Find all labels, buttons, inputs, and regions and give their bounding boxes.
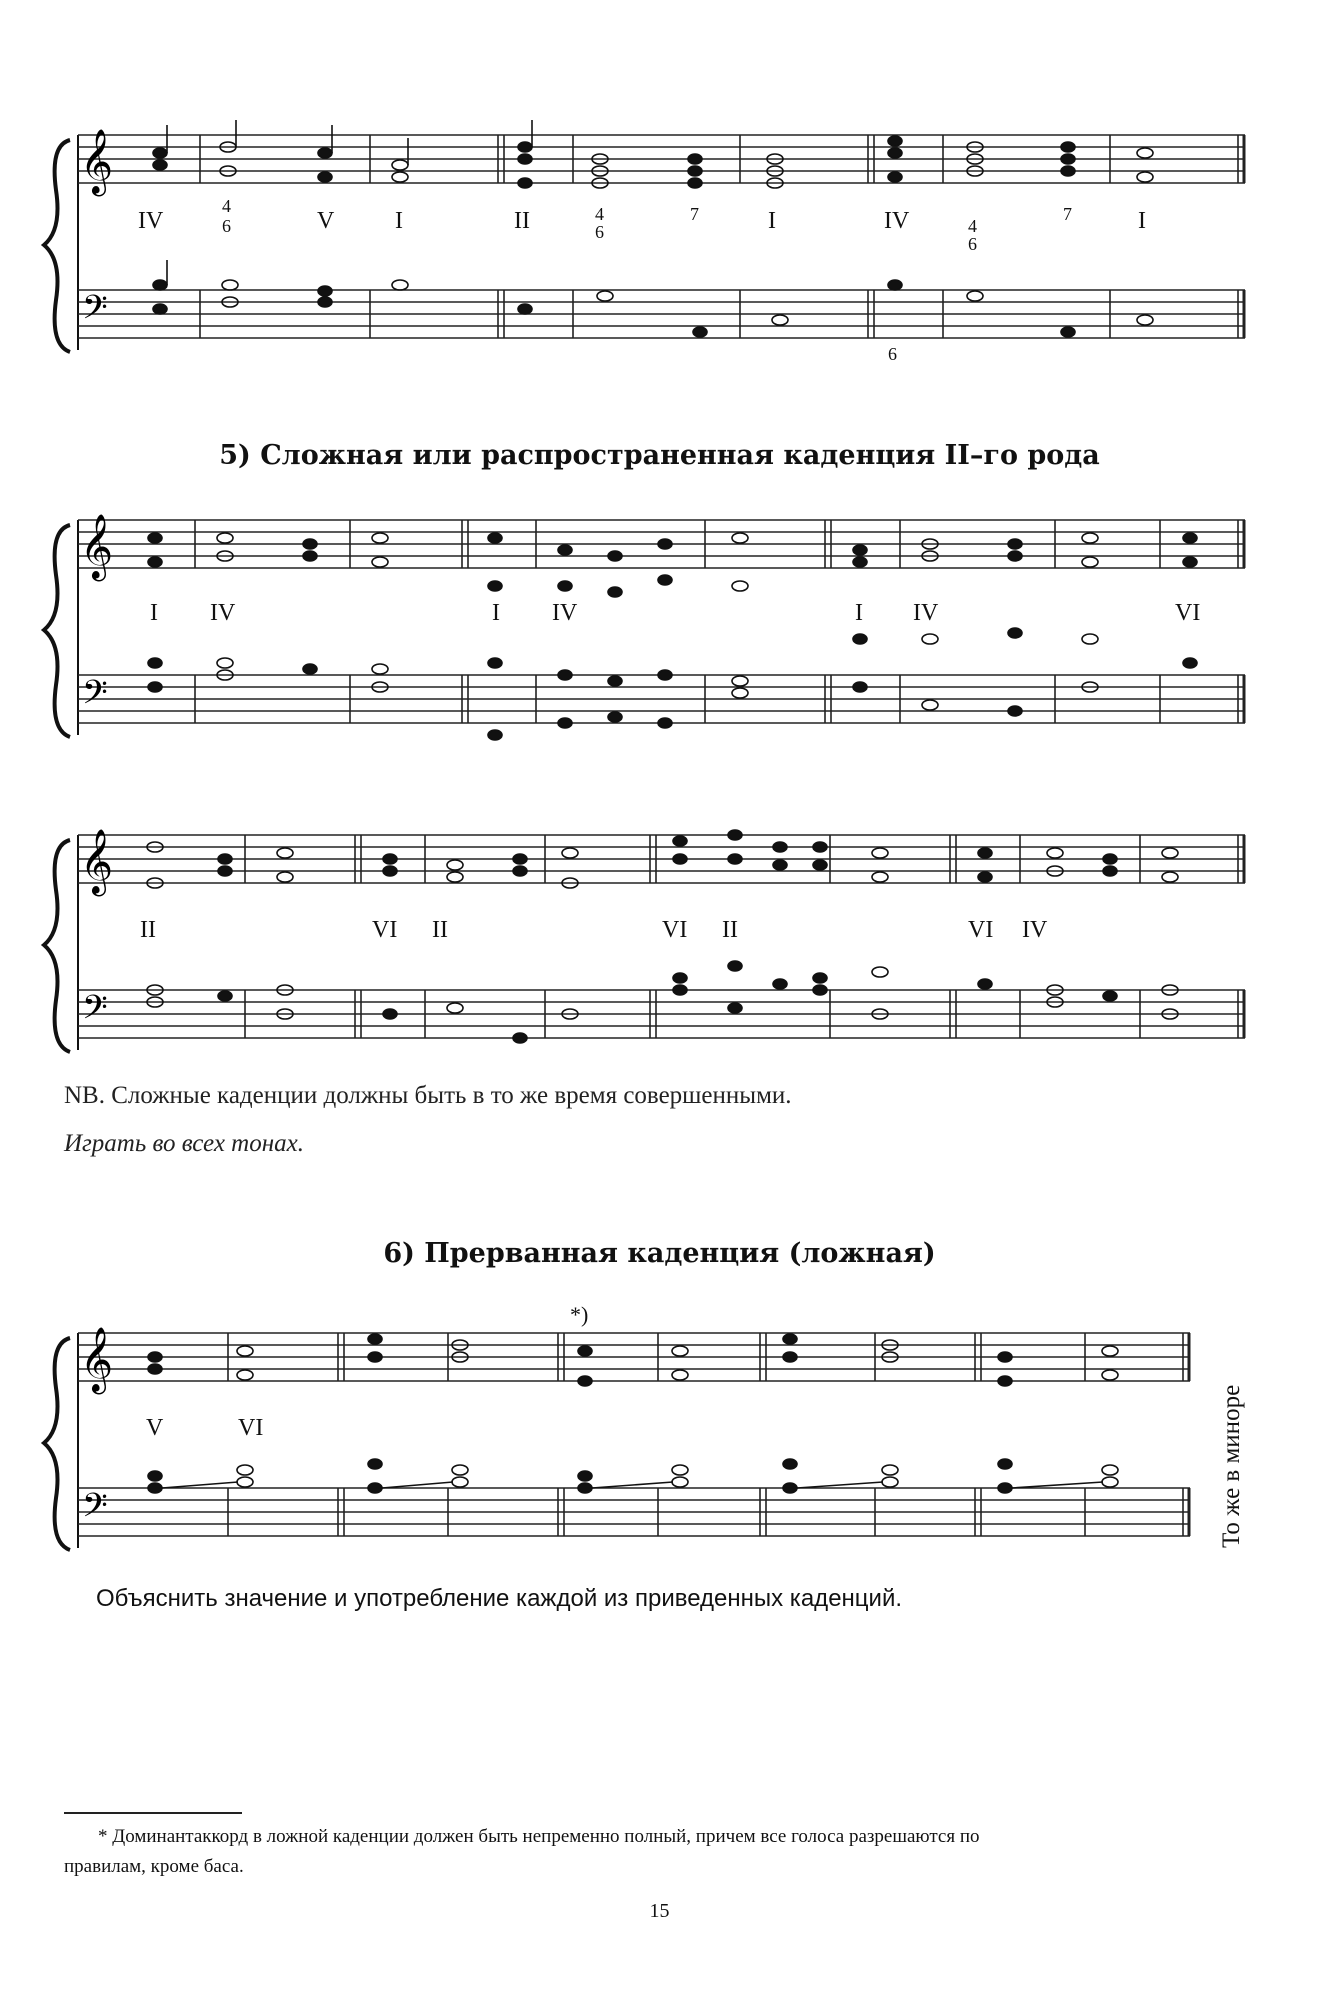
figure-label: 4 [968, 216, 977, 236]
function-label: II [722, 917, 738, 943]
figure-label: 6 [222, 216, 231, 236]
function-label: II [432, 917, 448, 943]
bass-clef-icon: 𝄢 [82, 674, 108, 719]
figure-label: 6 [968, 234, 977, 254]
function-label: I [855, 600, 863, 626]
function-label: VI [968, 917, 994, 943]
figure-label: 6 [595, 222, 604, 242]
function-label: I [1138, 208, 1146, 234]
footnote [64, 1822, 1264, 1882]
function-label: VI [662, 917, 688, 943]
figure-label: 4 [595, 204, 604, 224]
treble-notes-4 [148, 1334, 1118, 1386]
function-label: II [140, 917, 156, 943]
section-heading-6: 6) Прерванная каденция (ложная) [383, 1238, 936, 1269]
nb-note: NB. Сложные каденции должны быть в то же время совершенными. [64, 1082, 792, 1109]
footnote-line-2: правилам, кроме баса. [64, 1856, 244, 1877]
grand-staff-2 [0, 505, 1319, 775]
treble-clef-icon: 𝄞 [80, 516, 114, 578]
bass-clef-icon: 𝄢 [82, 989, 108, 1034]
function-label: IV [913, 600, 939, 626]
side-note-minor: То же в миноре [1218, 1384, 1245, 1548]
grand-staff-3 [0, 830, 1319, 1070]
barlines [200, 135, 1244, 338]
figure-label: 7 [1063, 204, 1072, 224]
bass-figure-label: 6 [888, 344, 897, 364]
treble-clef-icon: 𝄞 [80, 831, 114, 893]
function-label: V [317, 208, 335, 234]
treble-notes-2 [148, 533, 1197, 597]
grand-staff-4 [0, 1300, 1319, 1560]
function-label: I [492, 600, 500, 626]
function-label: IV [552, 600, 578, 626]
bass-clef-icon: 𝄢 [82, 1487, 108, 1532]
explain-instruction: Объяснить значение и употребление каждой из приведенных каденций. [96, 1585, 903, 1612]
bass-clef-icon: 𝄢 [82, 289, 108, 334]
function-label: IV [1022, 917, 1048, 943]
brace [44, 140, 70, 352]
figure-label: 7 [690, 204, 699, 224]
function-label: IV [884, 208, 910, 234]
grand-staff-1 [0, 120, 1319, 380]
function-label: VI [1175, 600, 1201, 626]
function-label: I [395, 208, 403, 234]
function-label: IV [210, 600, 236, 626]
play-instruction: Играть во всех тонах. [64, 1130, 304, 1157]
brace [44, 525, 70, 737]
function-label: VI [372, 917, 398, 943]
function-label: II [514, 208, 530, 234]
treble-clef-icon: 𝄞 [80, 131, 114, 193]
music-system-1 [0, 120, 1319, 380]
figure-label: 4 [222, 196, 231, 216]
music-system-2 [0, 505, 1319, 775]
footnote-line-1: * Доминантаккорд в ложной каденции должен быть непременно полный, причем все голоса разрешаются по [98, 1826, 980, 1847]
treble-notes-1 [153, 120, 1153, 188]
function-label: I [768, 208, 776, 234]
asterisk-mark: *) [570, 1302, 589, 1327]
page-number: 15 [649, 1900, 670, 1922]
section-heading-5: 5) Сложная или распространенная каденция II–го рода [219, 440, 1100, 471]
function-label: I [150, 600, 158, 626]
music-system-3 [0, 830, 1319, 1070]
music-system-4 [0, 1300, 1319, 1560]
footnote-divider [64, 1812, 242, 1814]
treble-clef-icon: 𝄞 [80, 1329, 114, 1391]
brace [44, 840, 70, 1052]
function-label: VI [238, 1415, 264, 1441]
function-label: V [146, 1415, 164, 1441]
brace [44, 1338, 70, 1550]
function-label: IV [138, 208, 164, 234]
